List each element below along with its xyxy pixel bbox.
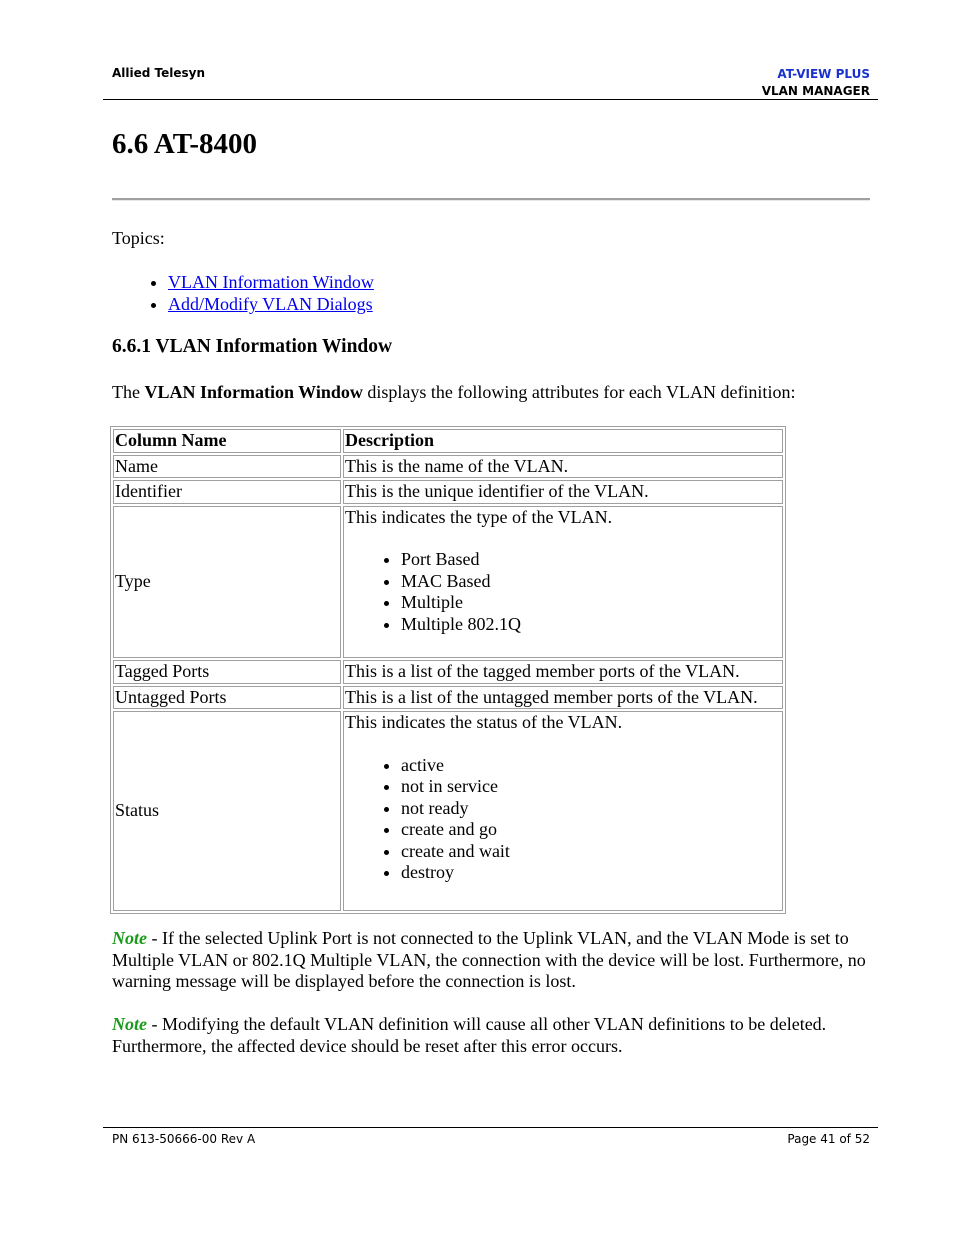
table-row bbox=[113, 506, 783, 659]
list-item: • Port Based bbox=[401, 549, 781, 571]
table-row bbox=[113, 711, 783, 911]
list-item: • not ready bbox=[401, 798, 781, 820]
section-intro bbox=[112, 382, 795, 403]
row-name: Status bbox=[113, 711, 341, 911]
table-header-row bbox=[113, 429, 783, 453]
page-title: 6.6 AT-8400 bbox=[112, 128, 258, 160]
type-options-list bbox=[345, 549, 781, 635]
topics-list bbox=[112, 271, 374, 315]
row-description: This is the name of the VLAN. bbox=[343, 455, 783, 479]
note-text: - Modifying the default VLAN definition will cause all other VLAN definitions to be deleted. Furthermore, the affected device should be reset after this error occurs. bbox=[112, 1014, 827, 1056]
table-row bbox=[113, 480, 783, 504]
table-row bbox=[113, 455, 783, 479]
intro-bold: VLAN Information Window bbox=[144, 382, 363, 402]
intro-prefix: The bbox=[112, 382, 145, 402]
topic-link-add-modify-vlan-dialogs[interactable]: Add/Modify VLAN Dialogs bbox=[168, 294, 373, 314]
attributes-table bbox=[110, 426, 786, 914]
header-company: Allied Telesyn bbox=[112, 66, 206, 80]
cell-spacer bbox=[345, 635, 781, 657]
row-description: This indicates the status of the VLAN. bbox=[345, 712, 623, 732]
row-name: Tagged Ports bbox=[113, 660, 341, 684]
status-options-list bbox=[345, 755, 781, 884]
column-header-name: Column Name bbox=[113, 429, 341, 453]
list-item: • destroy bbox=[401, 862, 781, 884]
list-item: • active bbox=[401, 755, 781, 777]
row-name: Identifier bbox=[113, 480, 341, 504]
note-uplink bbox=[112, 928, 872, 993]
section-title: 6.6.1 VLAN Information Window bbox=[112, 336, 393, 357]
header-divider bbox=[103, 99, 878, 100]
topic-link-vlan-information-window[interactable]: VLAN Information Window bbox=[168, 272, 374, 292]
list-item: • Multiple bbox=[401, 592, 781, 614]
footer-part-number: PN 613-50666-00 Rev A bbox=[112, 1132, 256, 1146]
row-description: This indicates the type of the VLAN. bbox=[345, 506, 613, 527]
topic-item bbox=[168, 293, 374, 315]
row-name: Untagged Ports bbox=[113, 686, 341, 710]
cell-spacer bbox=[345, 884, 781, 910]
list-item: • not in service bbox=[401, 776, 781, 798]
note-text: - If the selected Uplink Port is not connected to the Uplink VLAN, and the VLAN Mode is set to Multiple VLAN or 802.1Q Multiple VLAN, the connection with the device will be lost. Furthermore, no warning message will be displayed before the connection is lost. bbox=[112, 928, 866, 991]
row-name: Type bbox=[113, 506, 341, 659]
column-header-description: Description bbox=[343, 429, 783, 453]
header-product-line2: VLAN MANAGER bbox=[761, 84, 870, 98]
header-product bbox=[762, 66, 870, 100]
intro-suffix: displays the following attributes for each VLAN definition: bbox=[362, 382, 796, 402]
list-item: • MAC Based bbox=[401, 571, 781, 593]
list-item: • create and go bbox=[401, 819, 781, 841]
row-name: Name bbox=[113, 455, 341, 479]
table-row bbox=[113, 686, 783, 710]
footer-page-number: Page 41 of 52 bbox=[787, 1132, 870, 1146]
header-product-line1: AT-VIEW PLUS bbox=[777, 67, 870, 81]
row-description-cell bbox=[343, 711, 783, 911]
row-description: This is a list of the tagged member ports of the VLAN. bbox=[343, 660, 783, 684]
topics-label: Topics: bbox=[112, 228, 165, 248]
note-tag: Note bbox=[112, 1014, 147, 1034]
row-description: This is a list of the untagged member ports of the VLAN. bbox=[343, 686, 783, 710]
note-default-vlan bbox=[112, 1014, 872, 1057]
note-tag: Note bbox=[112, 928, 147, 948]
row-description-cell bbox=[343, 506, 783, 659]
list-item: • create and wait bbox=[401, 841, 781, 863]
title-divider bbox=[112, 198, 870, 201]
table-row bbox=[113, 660, 783, 684]
topic-item bbox=[168, 271, 374, 293]
footer-divider bbox=[103, 1127, 878, 1128]
list-item: • Multiple 802.1Q bbox=[401, 614, 781, 636]
row-description: This is the unique identifier of the VLAN. bbox=[343, 480, 783, 504]
